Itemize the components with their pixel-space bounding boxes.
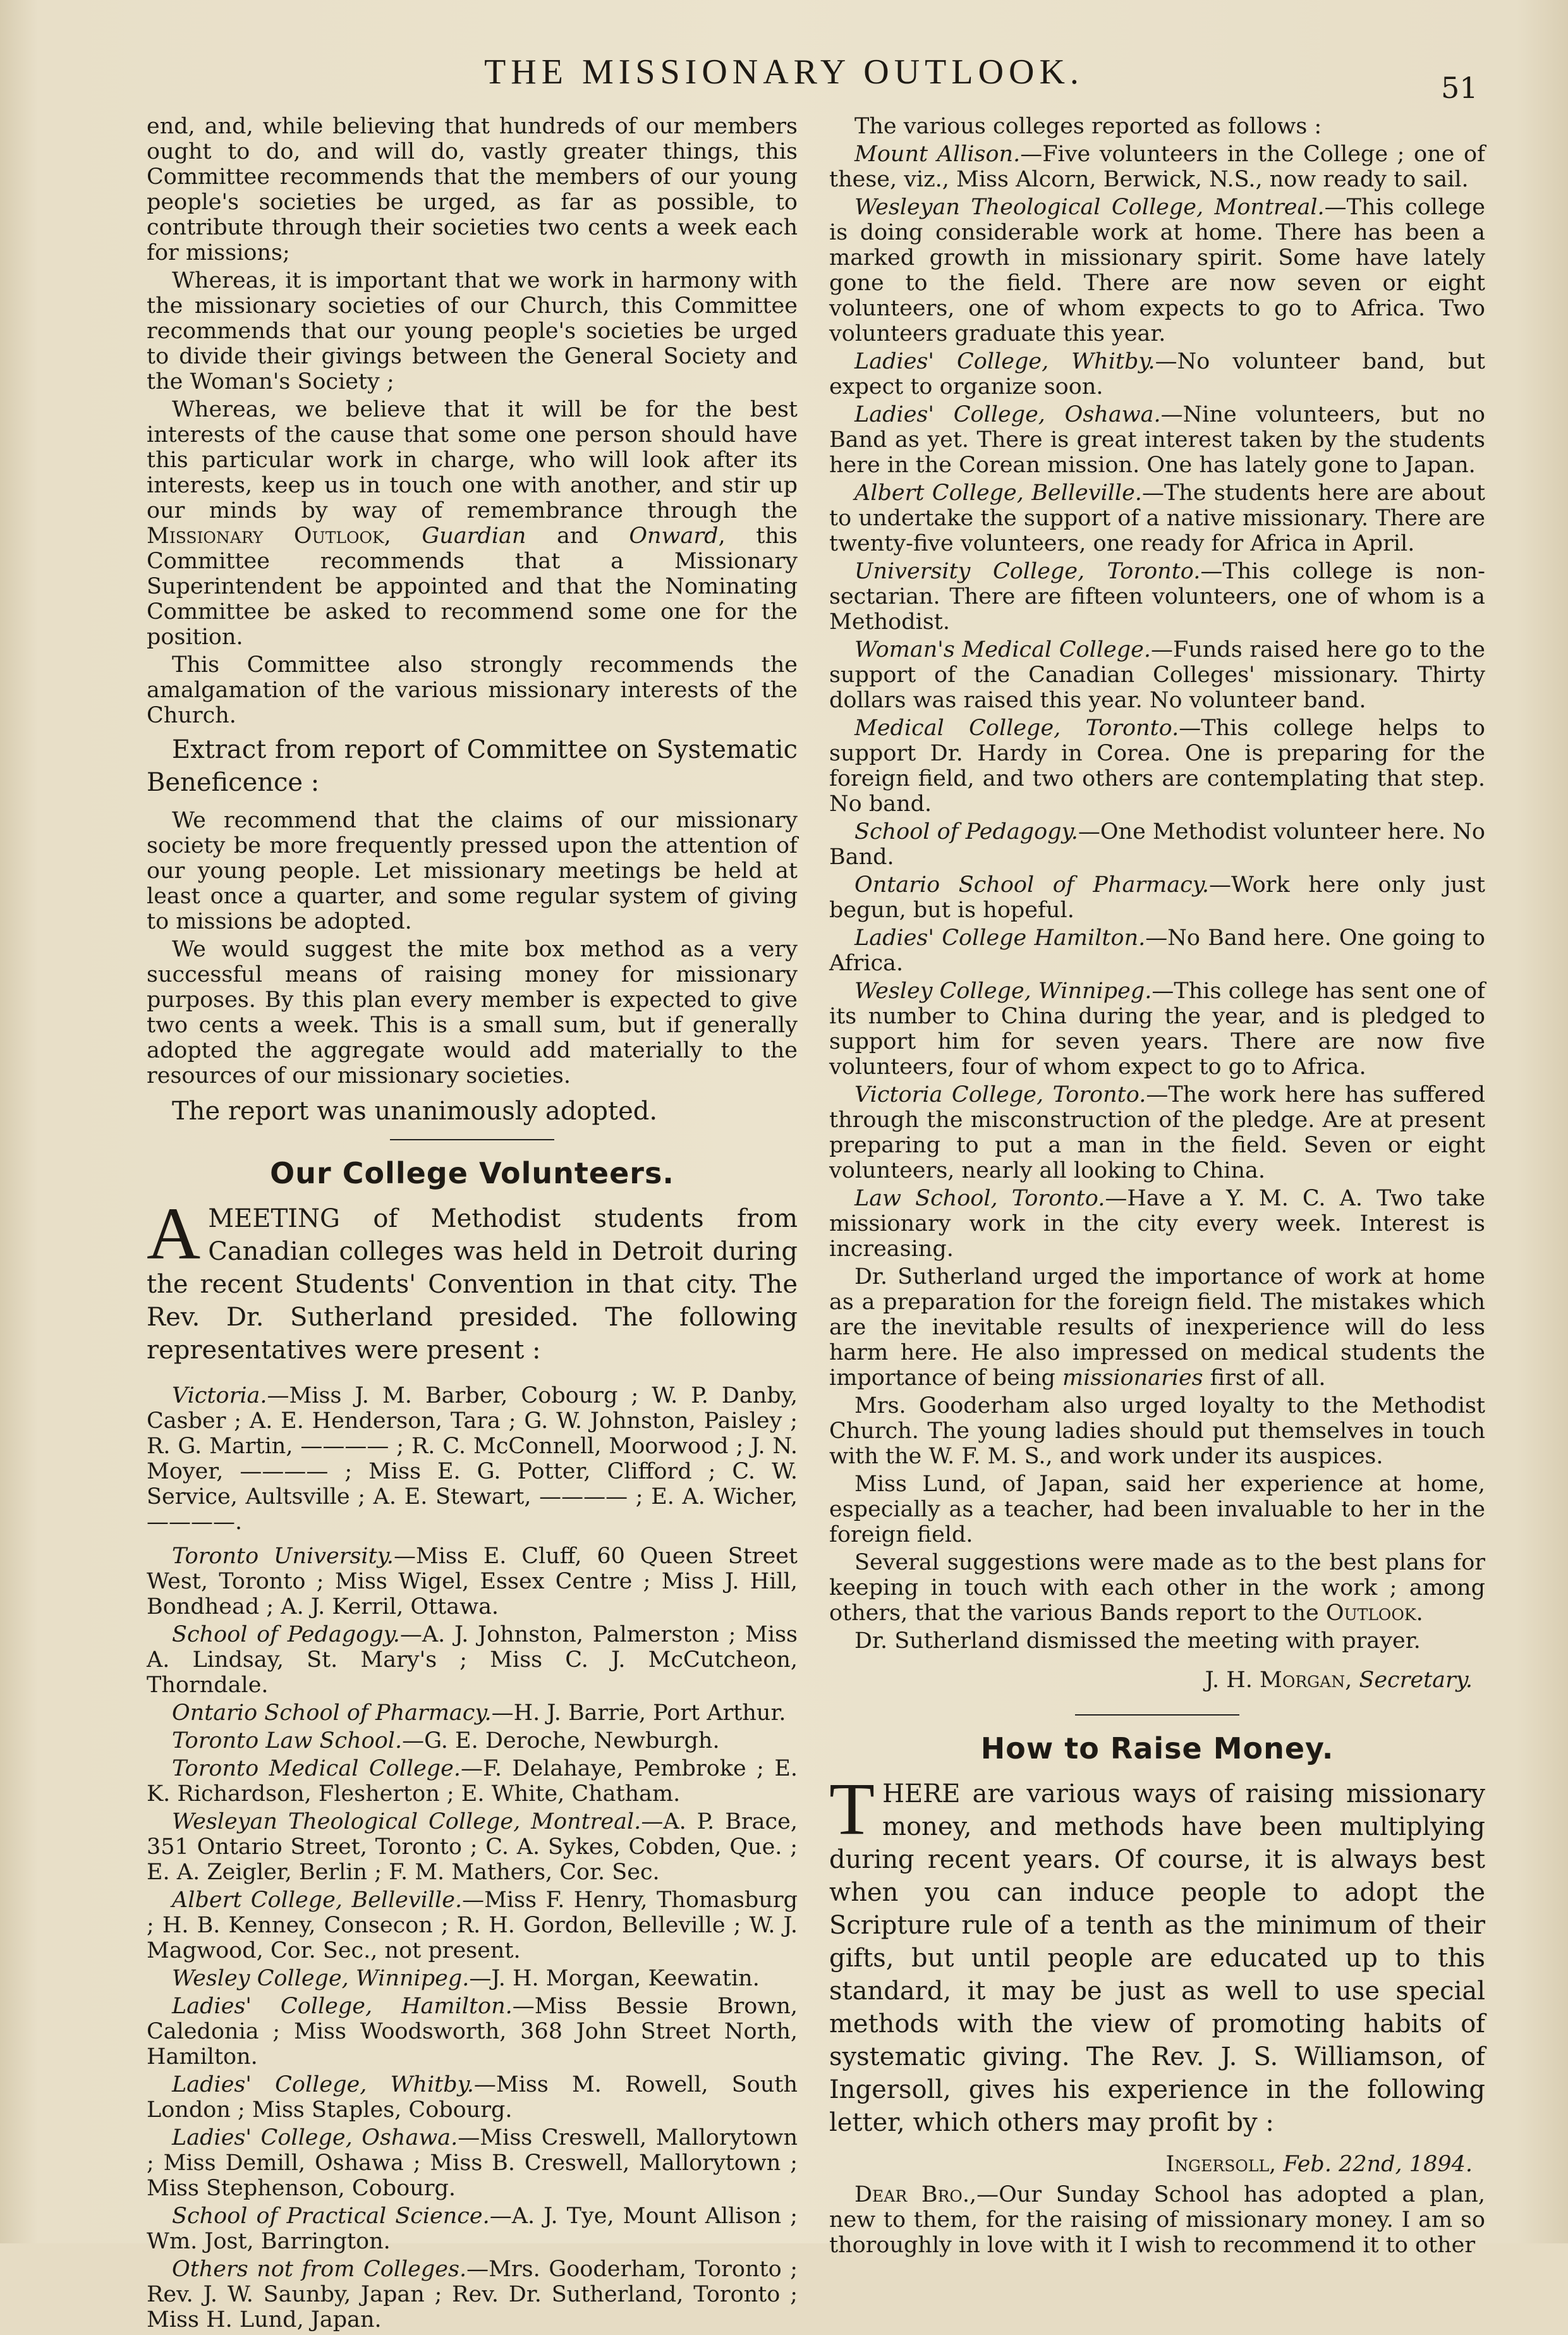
attendee-names: —G. E. Deroche, Newburgh. xyxy=(402,1728,720,1753)
report-item xyxy=(829,925,1485,976)
institution-name: Victoria College, Toronto. xyxy=(854,1082,1146,1107)
list-item xyxy=(147,1383,798,1535)
report-text: —One Methodist volunteer here. No Band. xyxy=(829,819,1485,870)
report-text: —Have a Y. M. C. A. Two take missionary work in the city every week. Interest is increasing. xyxy=(829,1186,1486,1262)
signature-title: Secretary. xyxy=(1359,1667,1473,1693)
list-item xyxy=(147,2204,798,2254)
text-run: Several suggestions were made as to the best plans for keeping in touch with each other in the work ; among others, that the various Bands report to the xyxy=(829,1550,1485,1626)
institution-name: Ladies' College, Hamilton. xyxy=(172,1994,513,2019)
page-number: 51 xyxy=(1441,71,1478,105)
report-item xyxy=(829,872,1485,923)
extract-heading: Extract from report of Committee on Systematic Beneficence : xyxy=(147,735,798,797)
paragraph: This Committee also strongly recommends the amalgamation of the various missionary interests of the Church. xyxy=(147,652,798,728)
attendee-names: —A. P. Brace, 351 Ontario Street, Toronto ; C. A. Sykes, Cobden, Que. ; E. A. Zeigler, Berlin ; F. M. Mathers, Cor. Sec. xyxy=(147,1809,798,1885)
report-text: —No Band here. One going to Africa. xyxy=(829,925,1486,976)
attendee-names: —H. J. Barrie, Port Arthur. xyxy=(491,1700,786,1726)
paragraph: The various colleges reported as follows : xyxy=(854,114,1322,139)
text-run: Dr. Sutherland urged the importance of work at home as a preparation for the foreign field. The mistakes which are the inevitable results of inexperience will do less harm here. He also impressed on medical students the importance of being xyxy=(829,1264,1485,1391)
dateline-place: Ingersoll, xyxy=(1165,2152,1277,2177)
paragraph: Whereas, it is important that we work in harmony with the missionary societies of our Church, this Committee recommends that our young people's societies be urged to divide their givings between the General Society and the Woman's Society ; xyxy=(147,268,798,394)
attendee-names: —J. H. Morgan, Keewatin. xyxy=(469,1966,760,1991)
institution-name: Law School, Toronto. xyxy=(854,1186,1105,1211)
institution-name: Toronto Law School. xyxy=(172,1728,403,1753)
drop-cap: T xyxy=(829,1767,875,1850)
list-item xyxy=(147,1622,798,1698)
attendee-names: —F. Delahaye, Pembroke ; E. K. Richardson, Flesherton ; E. White, Chatham. xyxy=(147,1756,798,1807)
list-item xyxy=(147,2072,798,2123)
institution-name: Albert College, Belleville. xyxy=(172,1887,463,1913)
list-item xyxy=(147,1728,798,1753)
intro-paragraph xyxy=(147,1192,798,1367)
report-text: —No volunteer band, but expect to organize soon. xyxy=(829,349,1485,399)
report-text: —Funds raised here go to the support of the Canadian Colleges' missionary. Thirty dollars was raised this year. No volunteer band. xyxy=(829,637,1486,713)
report-item xyxy=(829,1186,1485,1262)
section-divider xyxy=(390,1139,554,1140)
report-item xyxy=(829,637,1485,713)
list-item xyxy=(147,1700,798,1726)
section-divider xyxy=(1075,1714,1239,1716)
section-title-raise-money: How to Raise Money. xyxy=(980,1731,1334,1765)
report-item xyxy=(829,979,1485,1080)
institution-name: Albert College, Belleville. xyxy=(854,480,1142,506)
institution-name: Medical College, Toronto. xyxy=(854,716,1179,741)
report-item xyxy=(829,402,1485,478)
paragraph xyxy=(829,1264,1485,1391)
text-run: MEETING of Methodist students from Canadian colleges was held in Detroit during the recent Students' Convention in that city. The Rev. Dr. Sutherland presided. The following representatives were present : xyxy=(147,1204,798,1365)
report-text: —This college helps to support Dr. Hardy in Corea. One is preparing for the foreign field, and two others are contemplating that step. No band. xyxy=(829,716,1485,817)
text-run: first of all. xyxy=(1203,1365,1326,1391)
institution-name: Ladies' College Hamilton. xyxy=(854,925,1146,951)
institution-name: Ladies' College, Whitby. xyxy=(854,349,1155,374)
attendee-names: —A. J. Johnston, Palmerston ; Miss A. Lindsay, St. Mary's ; Miss C. J. McCutcheon, Thorndale. xyxy=(147,1622,798,1698)
institution-name: Toronto Medical College. xyxy=(172,1756,461,1781)
signature-name: J. H. Morgan xyxy=(1205,1667,1346,1693)
list-item xyxy=(147,1994,798,2070)
publication-name: Onward xyxy=(629,523,719,549)
report-item xyxy=(829,142,1485,192)
signature: J. H. Morgan, Secretary. xyxy=(1205,1667,1473,1693)
paragraph: Mrs. Gooderham also urged loyalty to the Methodist Church. The young ladies should put themselves in touch with the W. F. M. S., and work under its auspices. xyxy=(829,1393,1485,1469)
left-column xyxy=(147,114,798,2335)
spacer xyxy=(147,1369,798,1383)
publication-name: Missionary Outlook, xyxy=(147,523,391,549)
report-text: —The work here has suffered through the misconstruction of the pledge. Are at present preparing to put a man in the field. Seven or eight volunteers, nearly all looking to China. xyxy=(829,1082,1485,1183)
list-item xyxy=(147,1544,798,1619)
report-item xyxy=(829,195,1485,346)
report-item xyxy=(829,716,1485,817)
institution-name: Woman's Medical College. xyxy=(854,637,1151,662)
report-text: —Work here only just begun, but is hopeful. xyxy=(829,872,1485,923)
institution-name: Ladies' College, Oshawa. xyxy=(172,2125,458,2150)
text-run: and xyxy=(526,523,629,549)
paragraph xyxy=(147,397,798,650)
paragraph xyxy=(829,1550,1485,1626)
institution-name: Mount Allison. xyxy=(854,142,1021,167)
attendee-names: —Miss J. M. Barber, Cobourg ; W. P. Danby, Casber ; A. E. Henderson, Tara ; G. W. Johnston, Paisley ; R. G. Martin, ———— ; R. C. McConnell, Moorwood ; J. N. Moyer, ———— ; Miss E. G. Potter, Clifford ; C. W. Service, Aultsville ; A. E. Stewart, ———— ; E. A. Wicher, ————. xyxy=(147,1383,798,1535)
report-text: —Nine volunteers, but no Band as yet. There is great interest taken by the students here in the Corean mission. One has lately gone to Japan. xyxy=(829,402,1485,478)
list-item xyxy=(147,1756,798,1807)
institution-name: School of Practical Science. xyxy=(172,2204,490,2229)
text-run: , this Committee recommends that a Missionary Superintendent be appointed and that the Nominating Committee be asked to recommend some one for the position. xyxy=(147,523,798,650)
salutation: Dear Bro., xyxy=(854,2182,977,2207)
list-item xyxy=(147,2125,798,2201)
attendee-names: —Miss M. Rowell, South London ; Miss Staples, Cobourg. xyxy=(147,2072,798,2123)
list-item xyxy=(147,1966,798,1991)
text-run: —Our Sunday School has adopted a plan, new to them, for the raising of missionary money. I am so thoroughly in love with it I wish to recommend it to other xyxy=(829,2182,1485,2258)
attendee-list xyxy=(147,1383,798,2332)
institution-name: Ladies' College, Oshawa. xyxy=(854,402,1161,427)
list-item xyxy=(147,2257,798,2332)
institution-name: Toronto University. xyxy=(172,1544,394,1569)
list-item xyxy=(147,1809,798,1885)
dateline-date: Feb. 22nd, 1894. xyxy=(1283,2152,1473,2177)
text-run: Whereas, we believe that it will be for the best interests of the cause that some one person should have this particular work in charge, who will look after its interests, keep us in touch one with another, and stir up our minds by way of remembrance through the xyxy=(147,397,798,523)
report-item xyxy=(829,819,1485,870)
report-text: —This college has sent one of its number to China during the year, and is pledged to support him for seven years. There are now five volunteers, four of whom expect to go to Africa. xyxy=(829,979,1485,1080)
institution-name: School of Pedagogy. xyxy=(172,1622,400,1647)
paragraph: Dr. Sutherland dismissed the meeting with prayer. xyxy=(854,1628,1421,1654)
text-run: . xyxy=(1416,1600,1423,1626)
publication-name: Outlook xyxy=(1325,1600,1416,1626)
running-head: THE MISSIONARY OUTLOOK. xyxy=(484,52,1084,92)
letter-paragraph xyxy=(829,2182,1485,2258)
attendee-names: —Mrs. Gooderham, Toronto ; Rev. J. W. Saunby, Japan ; Rev. Dr. Sutherland, Toronto ; Miss H. Lund, Japan. xyxy=(147,2257,798,2332)
paragraph: We recommend that the claims of our missionary society be more frequently pressed upon the attention of our young people. Let missionary meetings be held at least once a quarter, and some regular system of giving to missions be adopted. xyxy=(147,808,798,934)
report-text: —This college is doing considerable work at home. There has been a marked growth in missionary spirit. Some have lately gone to the field. There are now seven or eight volunteers, one of whom expects to go to Africa. Two volunteers graduate this year. xyxy=(829,195,1485,346)
institution-name: Ontario School of Pharmacy. xyxy=(172,1700,492,1726)
paragraph: We would suggest the mite box method as a very successful means of raising money for missionary purposes. By this plan every member is expected to give two cents a week. This is a small sum, but if generally adopted the aggregate would add materially to the resources of our missionary societies. xyxy=(147,937,798,1088)
institution-name: Others not from Colleges. xyxy=(172,2257,467,2282)
intro-paragraph xyxy=(829,1767,1485,2139)
report-item xyxy=(829,559,1485,635)
right-column xyxy=(829,114,1485,2260)
section-title-volunteers: Our College Volunteers. xyxy=(270,1156,674,1190)
letter-dateline xyxy=(829,2152,1473,2177)
institution-name: University College, Toronto. xyxy=(854,559,1201,584)
report-text: —The students here are about to undertake the support of a native missionary. There are twenty-five volunteers, one ready for Africa in April. xyxy=(829,480,1485,556)
institution-name: Wesleyan Theological College, Montreal. xyxy=(172,1809,641,1834)
report-item xyxy=(829,349,1485,399)
college-reports xyxy=(829,142,1485,1262)
text-run: HERE are various ways of raising missionary money, and methods have been multiplying during recent years. Of course, it is always best when you can induce people to adopt the Scripture rule of a tenth as the minimum of their gifts, but until people are educated up to this standard, it may be just as well to use special methods with the view of promoting habits of systematic giving. The Rev. J. S. Williamson, of Ingersoll, gives his experience in the following letter, which others may profit by : xyxy=(829,1779,1485,2137)
attendee-names: —Miss Bessie Brown, Caledonia ; Miss Woodsworth, 368 John Street North, Hamilton. xyxy=(147,1994,798,2070)
institution-name: Ontario School of Pharmacy. xyxy=(854,872,1209,898)
paragraph: Miss Lund, of Japan, said her experience at home, especially as a teacher, had been invaluable to her in the foreign field. xyxy=(829,1472,1485,1547)
institution-name: Victoria. xyxy=(172,1383,267,1408)
emphasis: missionaries xyxy=(1062,1365,1203,1391)
publication-name: Guardian xyxy=(422,523,526,549)
institution-name: Wesleyan Theological College, Montreal. xyxy=(854,195,1325,220)
attendee-names: —Miss F. Henry, Thomasburg ; H. B. Kenney, Consecon ; R. H. Gordon, Belleville ; W. J. Magwood, Cor. Sec., not present. xyxy=(147,1887,798,1963)
drop-cap: A xyxy=(147,1192,201,1275)
report-item xyxy=(829,1082,1485,1183)
institution-name: Wesley College, Winnipeg. xyxy=(854,979,1152,1004)
report-text: —Five volunteers in the College ; one of these, viz., Miss Alcorn, Berwick, N.S., now ready to sail. xyxy=(829,142,1485,192)
report-text: —This college is non-sectarian. There are fifteen volunteers, one of whom is a Methodist. xyxy=(829,559,1485,635)
attendee-names: —Miss E. Cluff, 60 Queen Street West, Toronto ; Miss Wigel, Essex Centre ; Miss J. Hill, Bondhead ; A. J. Kerril, Ottawa. xyxy=(147,1544,798,1619)
institution-name: Wesley College, Winnipeg. xyxy=(172,1966,470,1991)
report-item xyxy=(829,480,1485,556)
adopted-line: The report was unanimously adopted. xyxy=(172,1097,658,1126)
institution-name: Ladies' College, Whitby. xyxy=(172,2072,474,2097)
attendee-names: —A. J. Tye, Mount Allison ; Wm. Jost, Barrington. xyxy=(147,2204,798,2254)
list-item xyxy=(147,1887,798,1963)
paragraph: end, and, while believing that hundreds of our members ought to do, and will do, vastly greater things, this Committee recommends that the members of our young people's societies be urged, as far as possible, to contribute through their societies two cents a week each for missions; xyxy=(147,114,798,265)
attendee-names: —Miss Creswell, Mallorytown ; Miss Demill, Oshawa ; Miss B. Creswell, Mallorytown ; Miss Stephenson, Cobourg. xyxy=(147,2125,798,2201)
institution-name: School of Pedagogy. xyxy=(854,819,1078,844)
